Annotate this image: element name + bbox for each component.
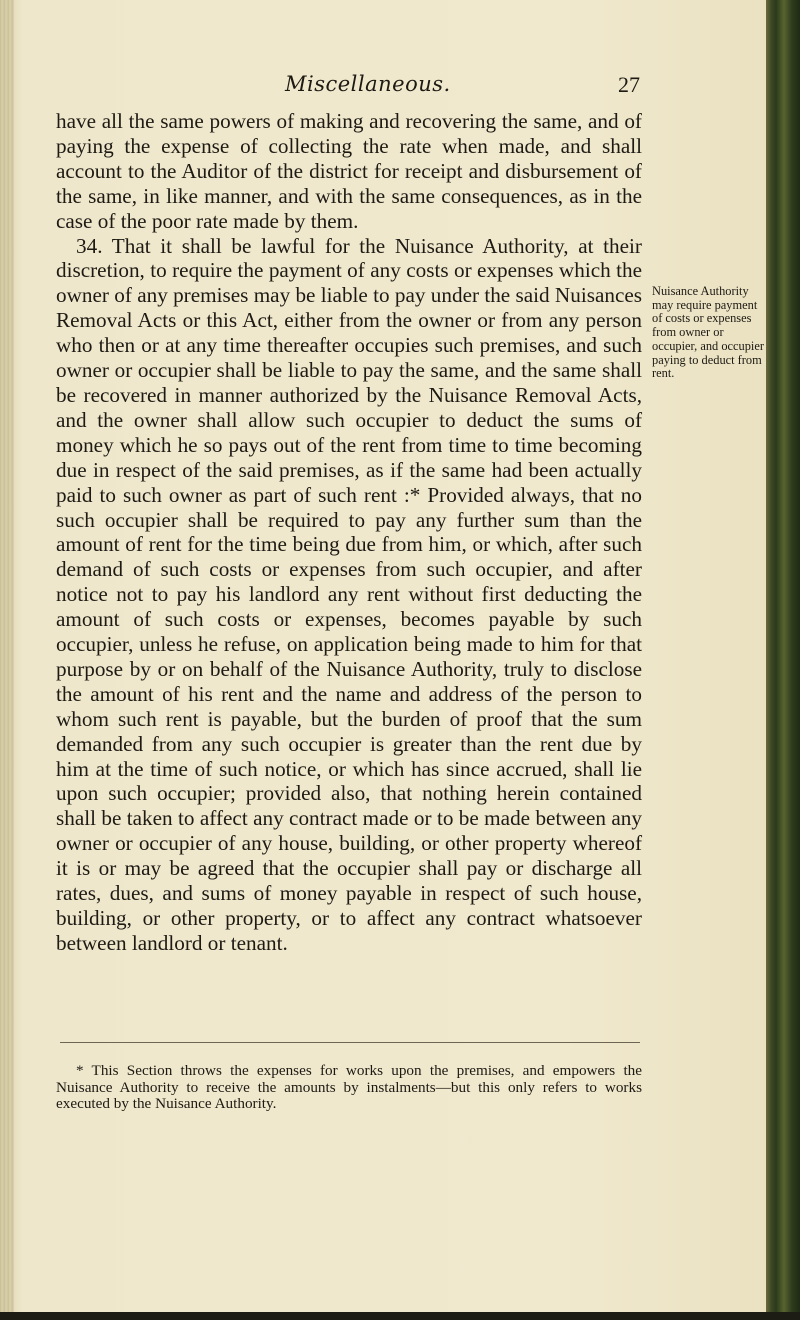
running-title: Miscellaneous. <box>285 72 451 96</box>
footnote-text: * This Section throws the expenses for works upon the premises, and empowers the Nuisance Authority to receive the amounts by instalments—but this only refers to works executed by the Nuisance Authority. <box>56 1062 642 1112</box>
section-34-paragraph: 34. That it shall be lawful for the Nuisance Authority, at their discretion, to require the payment of any costs or expenses which the owner of any premises may be liable to pay under the said Nuisances Removal Acts or this Act, either from the owner or from any person who then or at any time thereafter occupies such premises, and such owner or occupier shall be liable to pay the same, and the same shall be recovered in manner authorized by the Nuisance Removal Acts, and the owner shall allow such occupier to deduct the sums of money which he so pays out of the rent from time to time becoming due in respect of the said premises, as if the same had been actually paid to such owner as part of such rent :* Provided always, that no such occupier shall be required to pay any further sum than the amount of rent for the time being due from him, or which, after such demand of such costs or expenses from such occupier, and after notice not to pay his landlord any rent without first deducting the amount of such costs or expenses, becomes payable by such occupier, unless he refuse, on application being made to him for that purpose by or on behalf of the Nuisance Authority, truly to disclose the amount of his rent and the name and address of the person to whom such rent is payable, but the burden of proof that the sum demanded from any such occupier is greater than the rent due by him at the time of such notice, or which has since accrued, shall lie upon such occupier; provided also, that nothing herein contained shall be taken to affect any contract made or to be made between any owner or occupier of any house, building, or other property whereof it is or may be agreed that the occupier shall pay or discharge all rates, dues, and sums of money payable in respect of such house, building, or other property, or to affect any contract whatsoever between landlord or tenant. <box>56 233 643 955</box>
bottom-edge <box>0 1312 800 1320</box>
footnote-rule <box>60 1042 640 1043</box>
main-text <box>56 109 642 956</box>
book-spine-edge <box>766 0 800 1320</box>
paragraph-continuation: have all the same powers of making and recovering the same, and of paying the expense of collecting the rate when made, and shall account to the Auditor of the district for receipt and disbursement of the same, in like manner, and with the same consequences, as in the case of the poor rate made by them. <box>56 109 642 233</box>
footnote <box>56 1063 642 1113</box>
page-number: 27 <box>618 72 640 97</box>
marginal-note: Nuisance Authority may require payment of costs or expenses from owner or occupier, and occupier paying to deduct from rent. <box>652 284 764 381</box>
page-left-edge <box>0 0 14 1320</box>
